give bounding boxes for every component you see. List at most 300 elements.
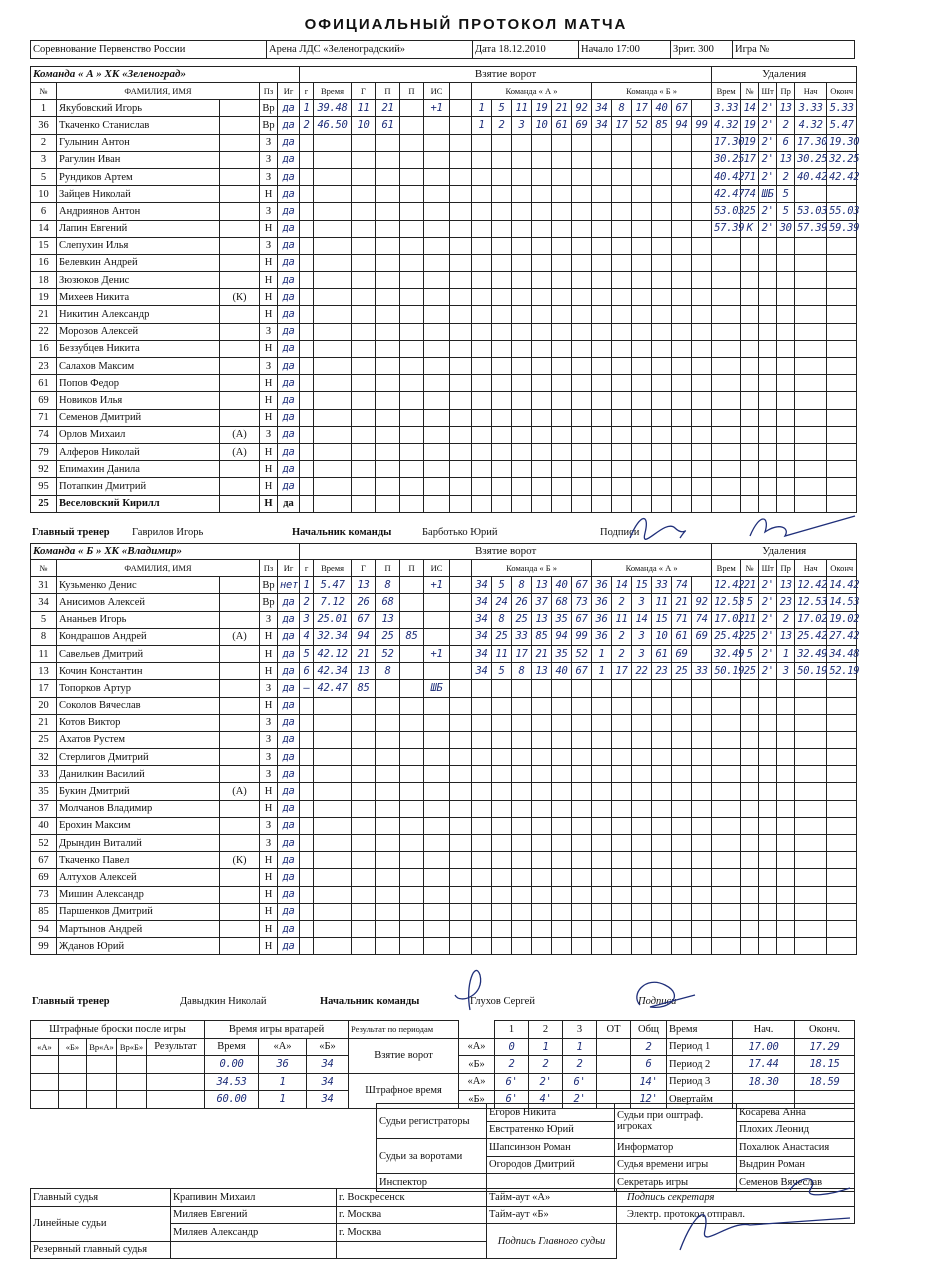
col-goal: Г <box>352 83 376 100</box>
on-ice-own: 34 <box>472 663 492 680</box>
player-played: да <box>278 731 300 748</box>
player-row <box>31 100 857 117</box>
player-position: З <box>260 817 278 834</box>
period-label: Овертайм <box>667 1091 733 1109</box>
on-ice-opp: 17 <box>612 117 632 134</box>
registrar: Евстратенко Юрий <box>487 1121 615 1139</box>
player-played: да <box>278 306 300 323</box>
player-position: З <box>260 714 278 731</box>
player-role <box>220 461 260 478</box>
shootout-col: «Б» <box>59 1038 87 1056</box>
player-played: да <box>278 594 300 611</box>
on-ice-opp: 14 <box>632 611 652 628</box>
player-role <box>220 254 260 271</box>
period-end: 18.15 <box>795 1056 855 1074</box>
player-position: Н <box>260 409 278 426</box>
on-ice-own: 34 <box>472 594 492 611</box>
document-title: ОФИЦИАЛЬНЫЙ ПРОТОКОЛ МАТЧА <box>304 16 628 33</box>
player-role <box>220 186 260 203</box>
goal-assist2 <box>400 100 424 117</box>
player-played: да <box>278 495 300 512</box>
player-played: да <box>278 645 300 662</box>
period-time-col: Оконч. <box>795 1021 855 1039</box>
player-name: Беззубцев Никита <box>57 340 220 357</box>
player-played: да <box>278 478 300 495</box>
player-role <box>220 886 260 903</box>
inspector-label: Инспектор <box>377 1174 487 1192</box>
player-number: 14 <box>31 220 57 237</box>
player-role <box>220 714 260 731</box>
player-name: Котов Виктор <box>57 714 220 731</box>
player-position: Н <box>260 920 278 937</box>
player-played: да <box>278 151 300 168</box>
player-number: 99 <box>31 938 57 955</box>
on-ice-opp: 69 <box>692 628 712 645</box>
on-ice-opp: 61 <box>652 645 672 662</box>
goal-assist2 <box>400 594 424 611</box>
on-ice-own: 5 <box>492 577 512 594</box>
player-position: Н <box>260 800 278 817</box>
on-ice-own: 52 <box>572 645 592 662</box>
col-p-min: Шт <box>759 560 777 577</box>
player-name: Дрындин Виталий <box>57 835 220 852</box>
on-ice-opp: 1 <box>592 645 612 662</box>
on-ice-own: 21 <box>532 645 552 662</box>
goal-assist2 <box>400 663 424 680</box>
player-name: Анисимов Алексей <box>57 594 220 611</box>
on-ice-own <box>492 680 512 697</box>
pen-start: 17.30 <box>795 134 827 151</box>
player-number: 40 <box>31 817 57 834</box>
player-row <box>31 289 857 306</box>
player-played: да <box>278 714 300 731</box>
player-number: 69 <box>31 392 57 409</box>
player-number: 32 <box>31 749 57 766</box>
pen-reason: 6 <box>777 134 795 151</box>
period-goals: 1 <box>529 1038 563 1056</box>
player-row <box>31 443 857 460</box>
player-name: Букин Дмитрий <box>57 783 220 800</box>
pen-minutes: 2' <box>759 645 777 662</box>
goal-assist1 <box>376 680 400 697</box>
timeout-b: Тайм-аут «Б» <box>487 1206 617 1224</box>
player-name: Алтухов Алексей <box>57 869 220 886</box>
goal-assist1: 13 <box>376 611 400 628</box>
player-played: да <box>278 749 300 766</box>
team-b-signatures <box>440 955 700 1015</box>
player-number: 13 <box>31 663 57 680</box>
player-name: Белевкин Андрей <box>57 254 220 271</box>
pen-end: 34.48 <box>827 645 857 662</box>
on-ice-opp: 36 <box>592 594 612 611</box>
pen-reason: 30 <box>777 220 795 237</box>
timekeeper: Выдрин Роман <box>737 1156 855 1174</box>
player-name: Андриянов Антон <box>57 203 220 220</box>
on-ice-own: 26 <box>512 594 532 611</box>
player-number: 19 <box>31 289 57 306</box>
col-g: г <box>300 560 314 577</box>
player-number: 10 <box>31 186 57 203</box>
player-name: Зюзюков Денис <box>57 272 220 289</box>
goalie-time-title: Время игры вратарей <box>205 1021 349 1039</box>
on-ice-own: 19 <box>532 100 552 117</box>
player-number: 35 <box>31 783 57 800</box>
on-ice-opp: 71 <box>672 611 692 628</box>
goal-situation: +1 <box>424 577 450 594</box>
player-position: Н <box>260 938 278 955</box>
col-p-num: № <box>741 560 759 577</box>
player-number: 6 <box>31 203 57 220</box>
goal-judge: Огородов Дмитрий <box>487 1156 615 1174</box>
on-ice-own: 11 <box>492 645 512 662</box>
goal-assist2: 85 <box>400 628 424 645</box>
col-name: ФАМИЛИЯ, ИМЯ <box>57 560 260 577</box>
on-ice-own <box>532 680 552 697</box>
pen-player: 25 <box>741 203 759 220</box>
player-name: Слепухин Илья <box>57 237 220 254</box>
on-ice-opp <box>672 680 692 697</box>
player-position: З <box>260 731 278 748</box>
goal-situation <box>424 628 450 645</box>
player-role <box>220 680 260 697</box>
period-pim: 2' <box>529 1073 563 1091</box>
on-ice-opp: 40 <box>652 100 672 117</box>
player-name: Попов Федор <box>57 375 220 392</box>
on-ice-opp: 2 <box>612 628 632 645</box>
informer: Похалюк Анастасия <box>737 1139 855 1157</box>
player-played: да <box>278 903 300 920</box>
player-number: 5 <box>31 611 57 628</box>
pen-player: 71 <box>741 168 759 185</box>
period-end: 17.29 <box>795 1038 855 1056</box>
player-row <box>31 220 857 237</box>
player-row <box>31 478 857 495</box>
linesman: Миляев Евгений <box>171 1206 337 1224</box>
goal-situation: +1 <box>424 100 450 117</box>
on-ice-own: 94 <box>552 628 572 645</box>
player-name: Ткаченко Павел <box>57 852 220 869</box>
player-played: да <box>278 783 300 800</box>
player-role <box>220 340 260 357</box>
on-ice-own: 1 <box>472 100 492 117</box>
on-ice-opp: 3 <box>632 594 652 611</box>
on-ice-own: 8 <box>512 663 532 680</box>
player-position: З <box>260 168 278 185</box>
player-played: да <box>278 611 300 628</box>
on-ice-own: 11 <box>512 100 532 117</box>
goal-situation <box>424 117 450 134</box>
player-row <box>31 835 857 852</box>
player-row <box>31 680 857 697</box>
pen-player: 19 <box>741 134 759 151</box>
player-row <box>31 645 857 662</box>
on-ice-own: 67 <box>572 663 592 680</box>
player-number: 95 <box>31 478 57 495</box>
pen-end: 55.03 <box>827 203 857 220</box>
pen-minutes: 2' <box>759 134 777 151</box>
player-name: Мишин Александр <box>57 886 220 903</box>
player-name: Паршенков Дмитрий <box>57 903 220 920</box>
goal-time: 46.50 <box>314 117 352 134</box>
player-number: 74 <box>31 426 57 443</box>
on-ice-own: 35 <box>552 645 572 662</box>
pen-start: 17.02 <box>795 611 827 628</box>
pen-time: 4.32 <box>712 117 741 134</box>
player-number: 1 <box>31 100 57 117</box>
on-ice-opp: 17 <box>612 663 632 680</box>
goals-label: Взятие ворот <box>349 1038 459 1073</box>
on-ice-own: 85 <box>532 628 552 645</box>
pen-minutes: 2' <box>759 168 777 185</box>
col-is: ИС <box>424 560 450 577</box>
period-start: 17.44 <box>733 1056 795 1074</box>
period-time-col: Нач. <box>733 1021 795 1039</box>
electronic-sent-label: Электр. протокол отправл. <box>617 1206 855 1224</box>
player-role <box>220 903 260 920</box>
player-number: 16 <box>31 254 57 271</box>
pen-player: К <box>741 220 759 237</box>
on-ice-own: 37 <box>532 594 552 611</box>
on-ice-opp: 10 <box>652 628 672 645</box>
pen-start: 32.49 <box>795 645 827 662</box>
player-played: да <box>278 375 300 392</box>
pen-reason: 2 <box>777 168 795 185</box>
signatures-label: Подписи <box>600 526 640 538</box>
on-ice-opp: 23 <box>652 663 672 680</box>
on-ice-own: 99 <box>572 628 592 645</box>
period-label: Период 2 <box>667 1056 733 1074</box>
period-pim: 6' <box>563 1073 597 1091</box>
player-position: Н <box>260 272 278 289</box>
pen-player: 5 <box>741 645 759 662</box>
player-role <box>220 358 260 375</box>
period-goals: 1 <box>563 1038 597 1056</box>
manager-name: Барботько Юрий <box>422 526 498 538</box>
registrar: Егоров Никита <box>487 1104 615 1122</box>
player-number: 20 <box>31 697 57 714</box>
signatures-label: Подписи <box>638 995 677 1007</box>
on-ice-own: 92 <box>572 100 592 117</box>
on-ice-opp: 67 <box>672 100 692 117</box>
goalie-a: 1 <box>259 1091 307 1109</box>
player-position: З <box>260 426 278 443</box>
goalie-a: 36 <box>259 1056 307 1074</box>
col-assist1: П <box>376 83 400 100</box>
player-played: да <box>278 680 300 697</box>
goal-assist2 <box>400 645 424 662</box>
player-played: да <box>278 134 300 151</box>
linesmen-label: Линейные судьи <box>31 1206 171 1241</box>
on-ice-own: 17 <box>512 645 532 662</box>
player-row <box>31 186 857 203</box>
period-goals: 6 <box>631 1056 667 1074</box>
player-name: Рундиков Артем <box>57 168 220 185</box>
player-played: да <box>278 869 300 886</box>
on-ice-opp <box>632 680 652 697</box>
player-position: Н <box>260 852 278 869</box>
informer-label: Информатор <box>615 1139 737 1157</box>
player-position: Н <box>260 443 278 460</box>
player-position: Н <box>260 289 278 306</box>
on-ice-opp: 14 <box>612 577 632 594</box>
player-played: да <box>278 920 300 937</box>
player-row <box>31 203 857 220</box>
period-pim: 4' <box>529 1091 563 1109</box>
player-row <box>31 306 857 323</box>
player-name: Епимахин Данила <box>57 461 220 478</box>
player-role <box>220 663 260 680</box>
player-position: Н <box>260 392 278 409</box>
goal-situation: +1 <box>424 645 450 662</box>
on-ice-own: 69 <box>572 117 592 134</box>
goal-situation <box>424 663 450 680</box>
pen-time: 17.30 <box>712 134 741 151</box>
player-role <box>220 323 260 340</box>
on-ice-opp: 99 <box>692 117 712 134</box>
goalie-b: 34 <box>307 1073 349 1091</box>
player-role: (А) <box>220 783 260 800</box>
player-name: Данилкин Василий <box>57 766 220 783</box>
period-col: ОТ <box>597 1021 631 1039</box>
period-pim: 14' <box>631 1073 667 1091</box>
goal-judges-label: Судьи за воротами <box>377 1139 487 1174</box>
player-played: да <box>278 409 300 426</box>
on-ice-opp: 74 <box>692 611 712 628</box>
player-row <box>31 254 857 271</box>
col-p-num: № <box>741 83 759 100</box>
player-row <box>31 920 857 937</box>
pen-start: 50.19 <box>795 663 827 680</box>
player-played: да <box>278 186 300 203</box>
player-role <box>220 409 260 426</box>
player-name: Мартынов Андрей <box>57 920 220 937</box>
player-position: З <box>260 835 278 852</box>
player-number: 67 <box>31 852 57 869</box>
goal-no: — <box>300 680 314 697</box>
player-role <box>220 835 260 852</box>
goal-no: 6 <box>300 663 314 680</box>
col-time: Время <box>314 560 352 577</box>
on-ice-own <box>472 680 492 697</box>
player-number: 79 <box>31 443 57 460</box>
on-ice-opp: 2 <box>612 645 632 662</box>
team-b-label: «Б» <box>459 1056 495 1074</box>
pen-player: 14 <box>741 100 759 117</box>
player-row <box>31 375 857 392</box>
player-position: Н <box>260 495 278 512</box>
player-position: Н <box>260 869 278 886</box>
player-role <box>220 731 260 748</box>
goal-assist1: 8 <box>376 577 400 594</box>
player-number: 92 <box>31 461 57 478</box>
on-ice-opp: 34 <box>592 117 612 134</box>
pen-reason: 23 <box>777 594 795 611</box>
on-ice-opp: 69 <box>672 645 692 662</box>
player-played: да <box>278 254 300 271</box>
player-name: Ахатов Рустем <box>57 731 220 748</box>
goal-time: 42.34 <box>314 663 352 680</box>
player-name: Веселовский Кирилл <box>57 495 220 512</box>
player-name: Топорков Артур <box>57 680 220 697</box>
pen-player: 5 <box>741 594 759 611</box>
on-ice-opp <box>592 680 612 697</box>
player-position: Н <box>260 478 278 495</box>
player-position: Н <box>260 461 278 478</box>
player-played: да <box>278 237 300 254</box>
player-position: З <box>260 358 278 375</box>
col-p-start: Нач <box>795 83 827 100</box>
penalty-judge: Плохих Леонид <box>737 1121 855 1139</box>
player-role <box>220 392 260 409</box>
player-position: Вр <box>260 117 278 134</box>
on-ice-own: 67 <box>572 611 592 628</box>
col-p-reason: Пр <box>777 560 795 577</box>
player-row <box>31 903 857 920</box>
on-ice-opp <box>692 100 712 117</box>
period-time-col: Время <box>667 1021 733 1039</box>
player-number: 69 <box>31 869 57 886</box>
player-number: 34 <box>31 594 57 611</box>
player-role: (К) <box>220 289 260 306</box>
period-goals: 0 <box>495 1038 529 1056</box>
goal-time: 42.47 <box>314 680 352 697</box>
on-ice-own: 34 <box>472 645 492 662</box>
on-ice-opp <box>692 577 712 594</box>
period-goals: 2 <box>529 1056 563 1074</box>
period-label: Период 3 <box>667 1073 733 1091</box>
goalie-time: 34.53 <box>205 1073 259 1091</box>
player-played: да <box>278 426 300 443</box>
on-ice-opp: 34 <box>592 100 612 117</box>
player-role <box>220 749 260 766</box>
pen-minutes: 2' <box>759 577 777 594</box>
shootout-col: «А» <box>31 1038 59 1056</box>
player-played: да <box>278 100 300 117</box>
player-played: да <box>278 220 300 237</box>
player-name: Молчанов Владимир <box>57 800 220 817</box>
col-assist2: П <box>400 560 424 577</box>
pen-player: 74 <box>741 186 759 203</box>
player-position: Вр <box>260 100 278 117</box>
period-goals <box>597 1056 631 1074</box>
goal-time: 32.34 <box>314 628 352 645</box>
on-ice-own: 68 <box>552 594 572 611</box>
arena: Арена ЛДС «Зеленоградский» <box>267 41 473 59</box>
goal-scorer: 11 <box>352 100 376 117</box>
player-role: (А) <box>220 426 260 443</box>
referee-label: Главный судья <box>31 1189 171 1207</box>
player-position: Н <box>260 697 278 714</box>
goal-judge: Шапсинзон Роман <box>487 1139 615 1157</box>
pen-minutes: ШБ <box>759 186 777 203</box>
penalties-header: Удаления <box>712 544 857 560</box>
player-position: Н <box>260 886 278 903</box>
player-played: да <box>278 117 300 134</box>
goal-situation: ШБ <box>424 680 450 697</box>
pen-start: 30.25 <box>795 151 827 168</box>
player-number: 52 <box>31 835 57 852</box>
secretary-label: Секретарь игры <box>615 1174 737 1192</box>
col-p-start: Нач <box>795 560 827 577</box>
goal-no: 1 <box>300 100 314 117</box>
on-ice-opp: 33 <box>652 577 672 594</box>
col-name: ФАМИЛИЯ, ИМЯ <box>57 83 260 100</box>
player-name: Жданов Юрий <box>57 938 220 955</box>
pen-reason: 1 <box>777 645 795 662</box>
player-row <box>31 611 857 628</box>
secretary: Семенов Вячеслав <box>737 1174 855 1192</box>
player-row <box>31 392 857 409</box>
